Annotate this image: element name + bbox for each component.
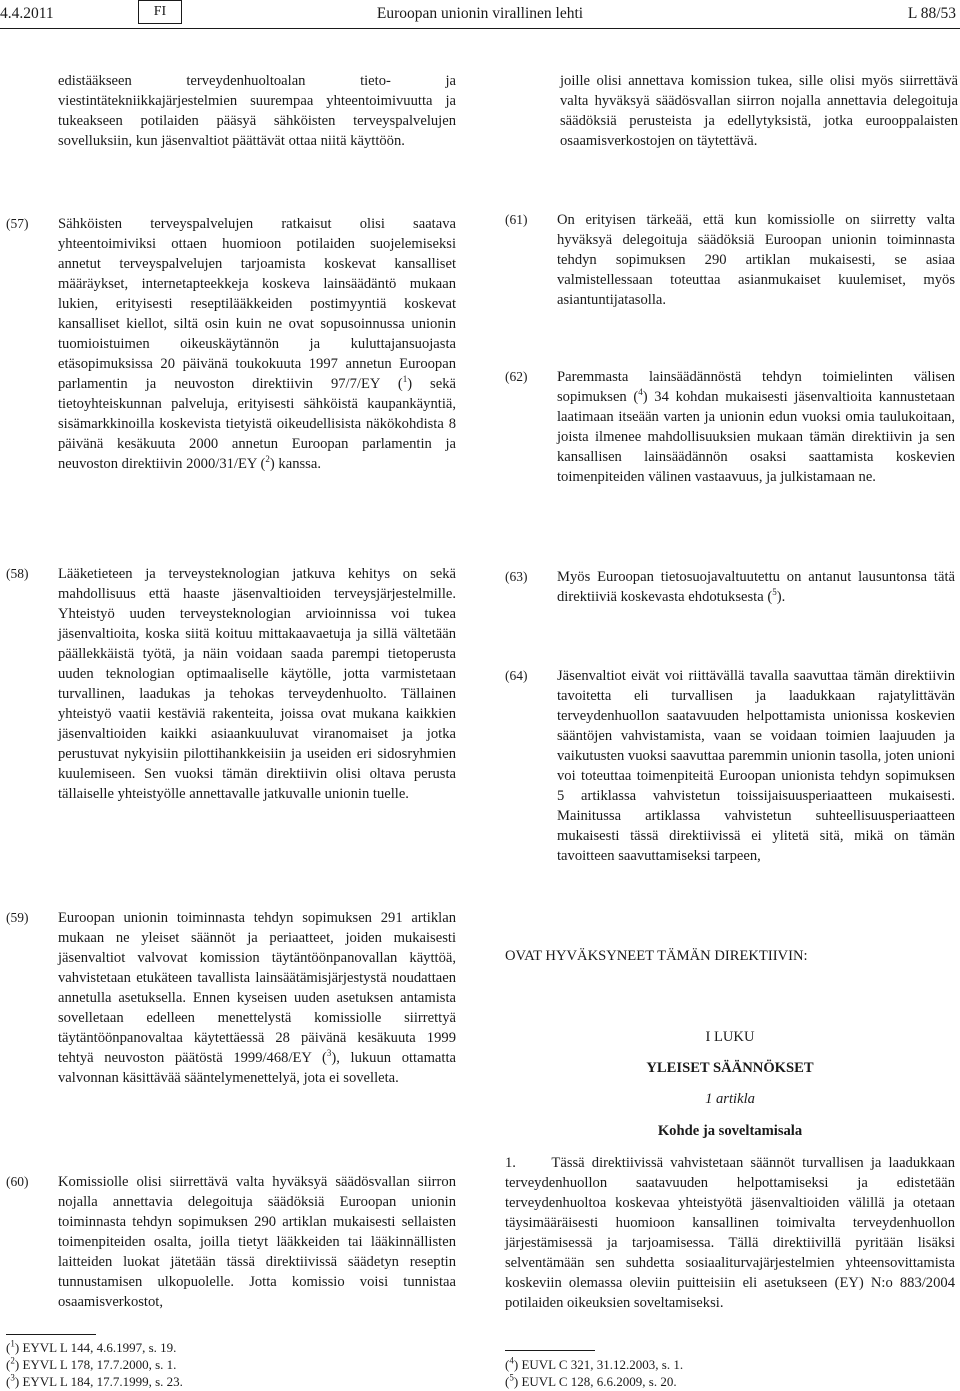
recital-64 (505, 666, 955, 866)
page-reference: L 88/53 (907, 5, 956, 22)
recital-59 (6, 908, 456, 1088)
article-paragraph-1: 1. Tässä direktiivissä vahvistetaan säännöt turvallisen ja laadukkaan terveydenhuollon saatavuuden helpottamiseksi ja edistetään terveydenhuoltoa koskevaa yhteistyötä jäsenvaltioiden välillä ja otetaan täysimääräisesti huomioon kansallinen toimivalta terveydenhuollon järjestämisessä ja tarjoamisessa. Tällä direktiivillä pyritään lisäksi selventämään sen suhdetta sosiaaliturvajärjestelmien yhteensovittamista koskeviin olemassa oleviin puitteisiin eli asetukseen (EY) N:o 883/2004 potilaiden oikeuksien soveltamiseksi. (505, 1155, 959, 1311)
page-header (0, 0, 960, 30)
footnote-4: ($^4$) EUVL C 321, 31.12.2003, s. 1. (505, 1355, 684, 1372)
footnote-ref: 4 (638, 387, 643, 398)
journal-title: Euroopan unionin virallinen lehti (376, 5, 584, 22)
recital-number: (60) (6, 1174, 29, 1189)
footnote-2: ($^2$) EYVL L 178, 17.7.2000, s. 1. (6, 1355, 177, 1372)
chapter-title: YLEISET SÄÄNNÖKSET (646, 1060, 814, 1076)
footnote-ref: 1 (402, 374, 408, 385)
recital-text: On erityisen tärkeää, että kun komissiolle on siirretty valta hyväksyä delegoituja säädöksiä Euroopan unionin toiminnasta tehdyn sopimuksen 290 artiklan mukaisesti, se asiaa valmistellessaan toteuttaa asianmukaiset kuulemiset, myös asiantuntijatasolla. (557, 212, 955, 308)
recital-62 (505, 367, 955, 487)
article-label: 1 artikla (705, 1091, 755, 1107)
chapter-label: I LUKU (705, 1029, 755, 1045)
recital-57 (6, 214, 456, 474)
recital-text: Myös Euroopan tietosuojavaltuutettu on antanut lausuntonsa tätä direktiiviä koskevasta ehdotuksesta ($^5$). (557, 569, 955, 605)
footnote-ref: 2 (265, 454, 270, 465)
footnote-ref: 5 (772, 587, 777, 598)
publication-date: 4.4.2011 (0, 5, 54, 22)
recital-58 (6, 564, 456, 804)
recital-number: (58) (6, 566, 29, 581)
language-box: FI (138, 0, 182, 24)
recital-number: (61) (505, 212, 528, 227)
recital-text: Sähköisten terveyspalvelujen ratkaisut olisi saatava yhteentoimiviksi ottaen huomioon potilaiden suojelemiseksi annetut terveyspalvelujen tarjoamista koskevat kansalliset määräykset, internetapteekkeja koskeva lainsäädäntö mukaan lukien, erityisesti reseptilääkkeiden postimyyntiä koskevat kansalliset kiellot, siltä osin kuin ne ovat sopusoinnussa unionin tuomioistuimen oikeuskäytännön ja kuluttajansuojasta etäsopimuksissa 20 päivänä toukokuuta 1997 annetun Euroopan parlamentin ja neuvoston direktiivin 97/7/EY ($^1$) sekä tietoyhteiskunnan palveluja, erityisesti sähköistä kaupankäyntiä, sisämarkkinoilla koskevista tietyistä oikeudellisista näkökohdista 8 päivänä kesäkuuta 2000 annetun Euroopan parlamentin ja neuvoston direktiivin 2000/31/EY ($^2$) kanssa. (58, 216, 456, 472)
recital-61 (505, 210, 955, 310)
recital-number: (62) (505, 369, 528, 384)
recital-number: (57) (6, 216, 29, 231)
recital-text: Komissiolle olisi siirrettävä valta hyväksyä säädösvallan siirron nojalla annettavia delegoituja säädöksiä Euroopan unionin toiminnasta tehdyn sopimuksen 290 artiklan mukaisesti sellaisten toimenpiteiden osalta, joilla tietyt lääkkeiden tai lääkinnällisten laitteiden luokat jätetään tässä direktiivissä säädetyn reseptin tunnustamisen ulkopuolelle. Jotta komissio voisi tunnistaa osaamisverkostot, (58, 1174, 456, 1310)
footnote-5: ($^5$) EUVL C 128, 6.6.2009, s. 20. (505, 1372, 677, 1389)
footnote-rule-left (6, 1334, 96, 1335)
footnote-1: ($^1$) EYVL L 144, 4.6.1997, s. 19. (6, 1338, 177, 1355)
footnote-ref: 3 (326, 1048, 332, 1059)
recital-text: Lääketieteen ja terveysteknologian jatkuva kehitys on sekä mahdollisuus että haaste jäsenvaltioiden terveysjärjestelmille. Yhteistyö uuden terveysteknologian arvioinnissa voi tukea jäsenvaltioita, koska siitä koituu mittakaavaetuja ja sillä vältetään päällekkäistä työtä, ja näin voidaan saada parempi tietoperusta uuden teknologian optimaaliselle käytölle, jotta varmistetaan turvallinen, laadukas ja tehokas terveydenhuolto. Tällainen yhteistyö vaatii kestäviä rakenteita, joissa ovat mukana kaikkien jäsenvaltioiden kaikki asiaankuuluvat viranomaiset ja jotka perustuvat nykyisiin pilottihankkeisiin ja useiden eri sidosryhmien kuulemiseen. Sen vuoksi tämän direktiivin olisi oltava perusta tällaiselle yhteistyölle annettavalle jatkuvalle unionin tuelle. (58, 566, 456, 802)
recital-number: (64) (505, 668, 528, 683)
footnote-3: ($^3$) EYVL L 184, 17.7.1999, s. 23. (6, 1372, 183, 1389)
article-title: Kohde ja soveltamisala (657, 1123, 803, 1139)
recital-63 (505, 567, 955, 607)
recital-text: Jäsenvaltiot eivät voi riittävällä tavalla saavuttaa tämän direktiivin tavoitetta eli turvallisen ja laadukkaan rajatylittävän terveydenhuollon saatavuuden helpottamista unionissa koskevien sääntöjen vahvistamista, vaan se voidaan toimien laajuuden ja vaikutusten vuoksi saavuttaa paremmin unionin tasolla, joten unioni voi toteuttaa toimenpiteitä Euroopan unionista tehdyn sopimuksen 5 artiklassa vahvistetun toissijaisuusperiaatteen mukaisesti. Mainitussa artiklassa vahvistetun suhteellisuusperiaatteen mukaisesti tässä direktiivissä ei ylitetä sitä, mikä on tämän tavoitteen saavuttamiseksi tarpeen, (557, 668, 956, 864)
continuation-text-right: joille olisi annettava komission tukea, sille olisi myös siirrettävä valta hyväksyä säädösvallan siirron nojalla annettavia delegoituja säädöksiä perusteista ja edellytyksistä, jotka eurooppalaisten osaamisverkostojen on täytettävä. (560, 73, 958, 149)
continuation-text-left: edistääkseen terveydenhuoltoalan tieto- ja viestintätekniikkajärjestelmien suurempaa yhteentoimivuutta ja tukeakseen potilaiden pääsyä sähköisten terveyspalvelujen sovelluksiin, kun jäsenvaltiot päättävät ottaa niitä käyttöön. (58, 73, 456, 149)
recital-number: (63) (505, 569, 528, 584)
footnote-rule-right (505, 1350, 595, 1351)
adoption-formula: OVAT HYVÄKSYNEET TÄMÄN DIREKTIIVIN: (505, 948, 808, 964)
recital-text: Euroopan unionin toiminnasta tehdyn sopimuksen 291 artiklan mukaan ne yleiset säännöt ja periaatteet, joiden mukaisesti jäsenvaltiot valvovat komission täytäntöönpanovallan käyttöä, vahvistetaan etukäteen tavallista lainsäätämisjärjestystä noudattaen annetulla asetuksella. Ennen kyseisen uuden asetuksen antamista sovelletaan edelleen menettelystä komissiolle siirrettyä täytäntöönpanovaltaa käytettäessä 28 päivänä kesäkuuta 1999 tehtyä neuvoston päätöstä 1999/468/EY ($^3$), lukuun ottamatta valvonnan käsittävää sääntelymenettelyä, jota ei sovelleta. (58, 910, 456, 1086)
recital-number: (59) (6, 910, 29, 925)
header-rule (0, 28, 960, 29)
recital-text: Paremmasta lainsäädännöstä tehdyn toimielinten välisen sopimuksen ($^4$) 34 kohdan mukaisesti jäsenvaltioita kannustetaan laatimaan itseään varten ja unionin edun vuoksi omia taulukoitaan, joista ilmenee mahdollisuuksien mukaan tämän direktiivin ja sen kansallisen lainsäädännön osaksi saattamista koskevien toimenpiteiden välinen vastaavuus, ja julkistamaan ne. (557, 369, 955, 485)
recital-60 (6, 1172, 456, 1312)
